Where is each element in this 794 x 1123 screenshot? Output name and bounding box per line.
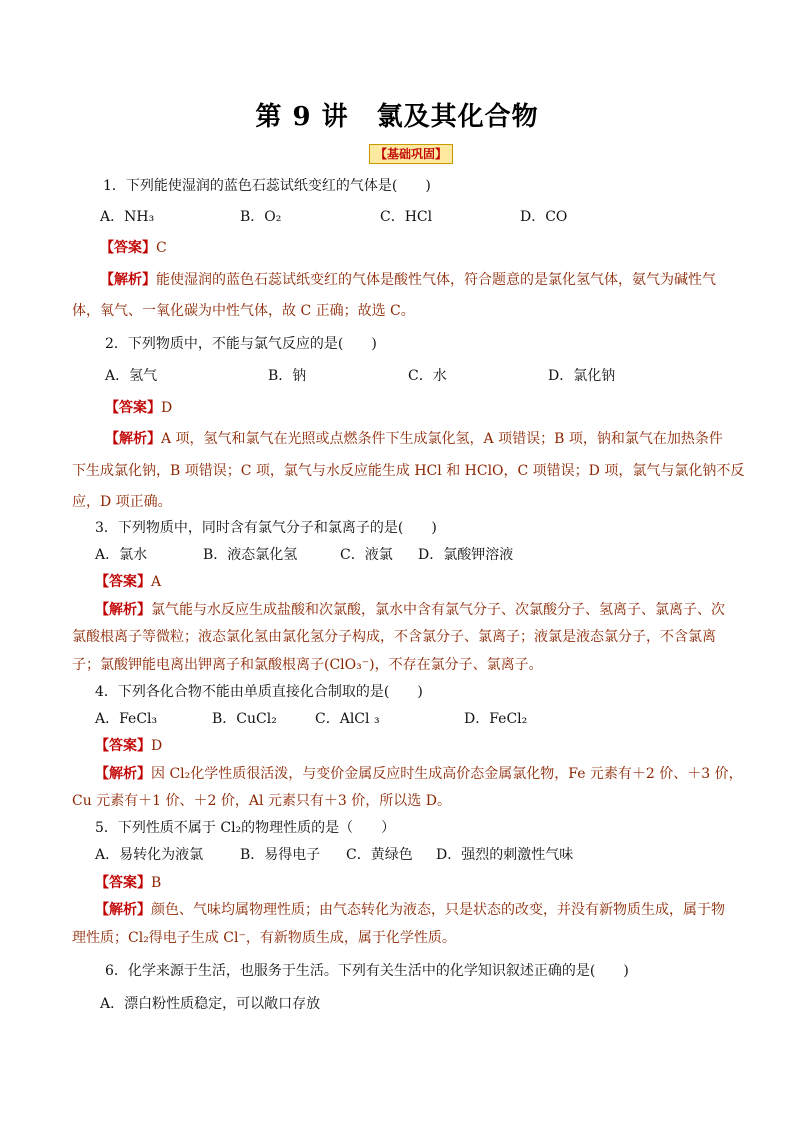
answer-tag: 【答案】	[95, 738, 151, 754]
answer-tag: 【答案】	[105, 400, 161, 416]
answer-tag: 【答案】	[95, 574, 151, 590]
section-badge: 【基础巩固】	[369, 144, 453, 164]
q5-stem: 5．下列性质不属于 Cl₂的物理性质的是（ ）	[95, 820, 396, 836]
analysis-tag: 【解析】	[100, 272, 156, 288]
q3-option-d: D．氯酸钾溶液	[418, 547, 514, 563]
analysis-tag: 【解析】	[95, 766, 151, 782]
q4-option-a: A．FeCl₃	[95, 711, 158, 727]
q4-answer	[95, 736, 162, 756]
q3-option-b: B．液态氯化氢	[203, 547, 298, 563]
q3-stem: 3．下列物质中，同时含有氯气分子和氯离子的是( )	[95, 520, 437, 536]
q2-answer-value: D	[161, 400, 173, 416]
q1-option-d: D．CO	[520, 209, 568, 225]
q4-answer-value: D	[151, 738, 163, 754]
q4-option-c: C．AlCl ₃	[315, 711, 380, 727]
q1-stem: 1．下列能使湿润的蓝色石蕊试纸变红的气体是( )	[103, 178, 431, 194]
lecture-number: 第 9 讲	[255, 102, 349, 132]
q1-option-c: C．HCl	[380, 209, 433, 225]
q3-analysis-line-3: 子；氯酸钾能电离出钾离子和氯酸根离子(ClO₃⁻)，不存在氯分子、氯离子。	[72, 657, 543, 673]
q3-analysis-line-2: 氯酸根离子等微粒；液态氯化氢由氯化氢分子构成，不含氯分子、氯离子；液氯是液态氯分子，不含氯离	[72, 629, 716, 645]
q5-answer	[95, 873, 161, 893]
q5-option-b: B．易得电子	[240, 847, 321, 863]
q6-stem: 6．化学来源于生活，也服务于生活。下列有关生活中的化学知识叙述正确的是( )	[105, 963, 629, 979]
q1-option-a: A．NH₃	[100, 209, 155, 225]
q4-option-d: D．FeCl₂	[464, 711, 528, 727]
q5-answer-value: B	[151, 875, 162, 891]
q2-option-b: B．钠	[268, 368, 307, 384]
q3-option-a: A．氯水	[95, 547, 148, 563]
q3-option-c: C．液氯	[340, 547, 393, 563]
q1-option-b: B．O₂	[240, 209, 282, 225]
analysis-tag: 【解析】	[105, 431, 161, 447]
q2-stem: 2．下列物质中，不能与氯气反应的是( )	[105, 336, 377, 352]
q2-analysis-line-3: 应，D 项正确。	[72, 494, 172, 510]
q2-option-c: C．水	[408, 368, 447, 384]
q1-analysis-line-2: 体，氧气、一氧化碳为中性气体，故 C 正确；故选 C。	[72, 303, 415, 319]
page-title	[0, 96, 794, 133]
q5-option-d: D．强烈的刺激性气味	[436, 847, 574, 863]
q1-answer	[100, 238, 167, 258]
lecture-topic: 氯及其化合物	[376, 102, 539, 132]
q4-option-b: B．CuCl₂	[212, 711, 277, 727]
q3-answer	[95, 572, 161, 592]
q1-analysis-line-1: 【解析】能使湿润的蓝色石蕊试纸变红的气体是酸性气体，符合题意的是氯化氢气体，氨气为碱性气	[100, 272, 716, 288]
q6-option-a: A．漂白粉性质稳定，可以敞口存放	[100, 996, 321, 1012]
q5-option-c: C．黄绿色	[346, 847, 413, 863]
q2-option-d: D．氯化钠	[548, 368, 616, 384]
q3-analysis-line-1: 【解析】氯气能与水反应生成盐酸和次氯酸，氯水中含有氯气分子、次氯酸分子、氢离子、氯离子、次	[95, 602, 725, 618]
q3-answer-value: A	[151, 574, 162, 590]
q2-answer	[105, 398, 172, 418]
q5-option-a: A．易转化为液氯	[95, 847, 204, 863]
q4-stem: 4．下列各化合物不能由单质直接化合制取的是( )	[95, 684, 423, 700]
q2-option-a: A．氢气	[105, 368, 158, 384]
q5-analysis-line-2: 理性质；Cl₂得电子生成 Cl⁻，有新物质生成，属于化学性质。	[72, 930, 456, 946]
answer-tag: 【答案】	[100, 240, 156, 256]
q2-analysis-line-1: 【解析】A 项，氢气和氯气在光照或点燃条件下生成氯化氢，A 项错误；B 项，钠和氯气在加热条件	[105, 431, 723, 447]
analysis-tag: 【解析】	[95, 902, 151, 918]
q2-analysis-line-2: 下生成氯化钠，B 项错误；C 项，氯气与水反应能生成 HCl 和 HClO，C 项错误；D 项，氯气与氯化钠不反	[72, 463, 745, 479]
q5-analysis-line-1: 【解析】颜色、气味均属物理性质；由气态转化为液态，只是状态的改变，并没有新物质生成，属于物	[95, 902, 725, 918]
answer-tag: 【答案】	[95, 875, 151, 891]
q4-analysis-line-2: Cu 元素有＋1 价、＋2 价，Al 元素只有＋3 价，所以选 D。	[72, 793, 451, 809]
q4-analysis-line-1: 【解析】因 Cl₂化学性质很活泼，与变价金属反应时生成高价态金属氯化物，Fe 元素有＋2 价、＋3 价，	[95, 766, 743, 782]
analysis-tag: 【解析】	[95, 602, 151, 618]
q1-answer-value: C	[156, 240, 167, 256]
